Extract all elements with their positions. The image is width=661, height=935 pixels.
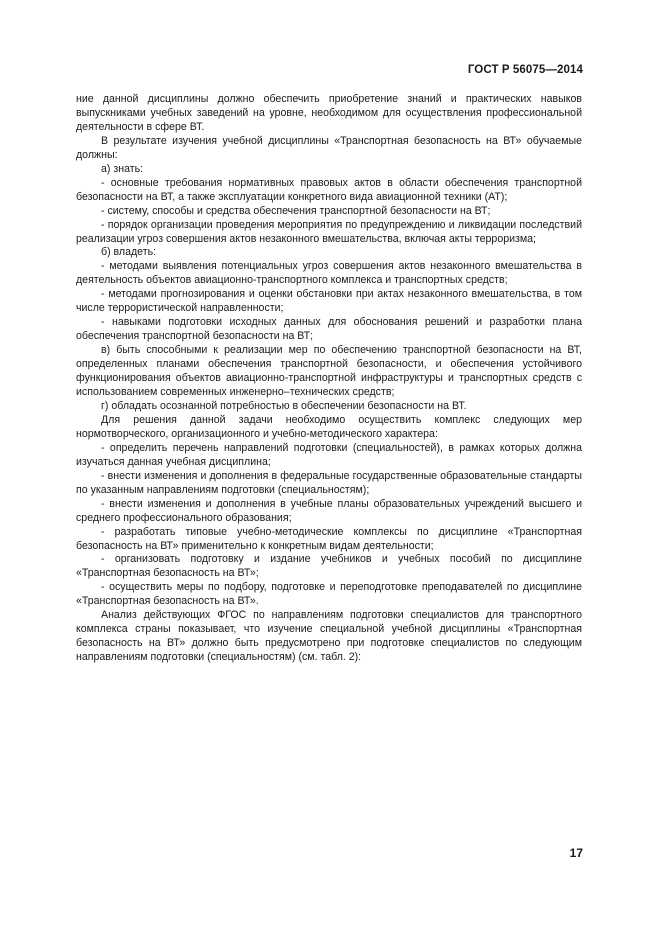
paragraph-8: - методами прогнозирования и оценки обстановки при актах незаконного вмешательства, в том числе террористической направленности; xyxy=(76,288,582,315)
paragraph-12: Для решения данной задачи необходимо осуществить комплекс следующих мер нормотворческого, организационного и учебно-методического характера: xyxy=(76,413,582,440)
document-header: ГОСТ Р 56075—2014 xyxy=(467,64,583,76)
paragraph-7: - методами выявления потенциальных угроз совершения актов незаконного вмешательства в деятельность объектов авиационно-транспортного комплекса и транспортных средств; xyxy=(76,260,582,287)
paragraph-16: - разработать типовые учебно-методические комплексы по дисциплине «Транспортная безопасность на ВТ» применительно к конкретным видам деятельности; xyxy=(76,525,582,552)
paragraph-18: - осуществить меры по подбору, подготовке и переподготовке преподавателей по дисциплине «Транспортная безопасность на ВТ». xyxy=(76,581,582,608)
paragraph-2: а) знать: xyxy=(101,162,144,175)
paragraph-6: б) владеть: xyxy=(101,246,157,259)
paragraph-17: - организовать подготовку и издание учебников и учебных пособий по дисциплине «Транспортная безопасность на ВТ»; xyxy=(76,553,582,580)
paragraph-9: - навыками подготовки исходных данных для обоснования решений и разработки плана обеспечения транспортной безопасности на ВТ; xyxy=(76,316,582,343)
body-text xyxy=(76,93,582,665)
paragraph-4: - систему, способы и средства обеспечения транспортной безопасности на ВТ; xyxy=(101,204,491,217)
paragraph-13: - определить перечень направлений подготовки (специальностей), в рамках которых должна изучаться данная учебная дисциплина; xyxy=(76,441,582,468)
paragraph-3: - основные требования нормативных правовых актов в области обеспечения транспортной безопасности на ВТ, а также эксплуатации конкретного вида авиационной техники (АТ); xyxy=(76,176,582,203)
paragraph-14: - внести изменения и дополнения в федеральные государственные образовательные стандарты по указанным направлениям подготовки (специальностям); xyxy=(76,469,582,496)
paragraph-19: Анализ действующих ФГОС по направлениям подготовки специалистов для транспортного комплекса страны показывает, что изучение специальной учебной дисциплины «Транспортная безопасность на ВТ» должно быть предусмотрено при подготовке специалистов по следующим направлениям подготовки (специальностям) (см. табл. 2): xyxy=(76,609,582,664)
page-number: 17 xyxy=(569,846,583,860)
paragraph-0: ние данной дисциплины должно обеспечить приобретение знаний и практических навыков выпускниками учебных заведений на уровне, необходимом для осуществления профессиональной деятельности в сфере ВТ. xyxy=(76,93,582,133)
paragraph-15: - внести изменения и дополнения в учебные планы образовательных учреждений высшего и среднего профессионального образования; xyxy=(76,497,582,524)
paragraph-11: г) обладать осознанной потребностью в обеспечении безопасности на ВТ. xyxy=(101,399,467,412)
paragraph-5: - порядок организации проведения мероприятия по предупреждению и ликвидации последствий реализации угроз совершения актов незаконного вмешательства, включая акты терроризма; xyxy=(76,218,582,245)
paragraph-1: В результате изучения учебной дисциплины «Транспортная безопасность на ВТ» обучаемые должны: xyxy=(76,134,582,161)
paragraph-10: в) быть способными к реализации мер по обеспечению транспортной безопасности на ВТ, определенных планами обеспечения транспортной безопасности, и обеспечения устойчивого функционирования объектов авиационно-транспортной инфраструктуры и транспортных средств с использованием современных инженерно–технических средств; xyxy=(76,344,582,399)
